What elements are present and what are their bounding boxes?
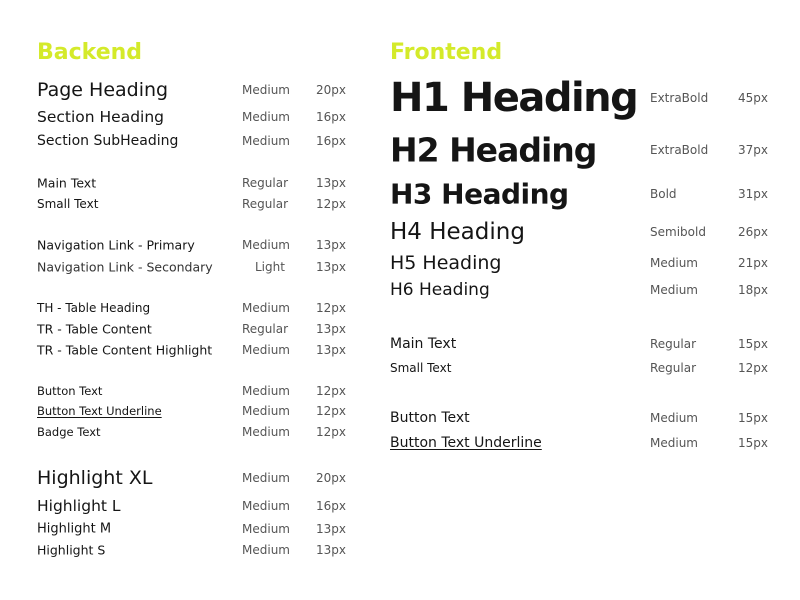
- weight-label: Medium: [242, 471, 290, 485]
- weight-label: Medium: [242, 301, 290, 315]
- size-label: 45px: [738, 91, 768, 105]
- size-label: 13px: [316, 260, 346, 274]
- sample-text: Small Text: [37, 197, 99, 211]
- sample-text: Navigation Link - Primary: [37, 237, 195, 253]
- weight-label: Medium: [242, 134, 290, 148]
- weight-label: Medium: [242, 238, 290, 252]
- size-label: 13px: [316, 322, 346, 336]
- size-label: 12px: [316, 301, 346, 315]
- size-label: 31px: [738, 187, 768, 201]
- sample-text: Main Text: [390, 336, 457, 352]
- sample-text: Button Text: [390, 410, 470, 426]
- sample-text: H1 Heading: [390, 75, 638, 121]
- weight-label: Regular: [242, 176, 289, 190]
- sample-text: Button Text Underline: [37, 404, 162, 418]
- sample-text: Page Heading: [37, 79, 169, 101]
- weight-label: Semibold: [650, 225, 706, 239]
- size-label: 18px: [738, 283, 768, 297]
- weight-label: Regular: [242, 322, 289, 336]
- sample-text: H5 Heading: [390, 252, 502, 274]
- size-label: 13px: [316, 543, 346, 557]
- size-label: 13px: [316, 343, 346, 357]
- weight-label: ExtraBold: [650, 143, 709, 157]
- sample-text: H2 Heading: [390, 130, 597, 170]
- sample-text: Highlight M: [37, 521, 112, 537]
- weight-label: Bold: [650, 187, 677, 201]
- sample-text: Navigation Link - Secondary: [37, 259, 213, 275]
- size-label: 16px: [316, 134, 346, 148]
- weight-label: Regular: [650, 337, 697, 351]
- size-label: 20px: [316, 471, 346, 485]
- sample-text: Section Heading: [37, 108, 165, 126]
- weight-label: Medium: [650, 256, 698, 270]
- size-label: 20px: [316, 83, 346, 97]
- sample-text: H4 Heading: [390, 219, 525, 245]
- weight-label: Medium: [650, 411, 698, 425]
- weight-label: Regular: [242, 197, 289, 211]
- size-label: 12px: [316, 384, 346, 398]
- sample-text: H6 Heading: [390, 280, 490, 300]
- sample-text: Button Text: [37, 384, 103, 398]
- weight-label: ExtraBold: [650, 91, 709, 105]
- size-label: 13px: [316, 238, 346, 252]
- size-label: 15px: [738, 337, 768, 351]
- size-label: 21px: [738, 256, 768, 270]
- size-label: 13px: [316, 176, 346, 190]
- size-label: 26px: [738, 225, 768, 239]
- size-label: 15px: [738, 436, 768, 450]
- size-label: 15px: [738, 411, 768, 425]
- weight-label: Medium: [242, 522, 290, 536]
- size-label: 12px: [316, 404, 346, 418]
- sample-text: H3 Heading: [390, 177, 569, 211]
- size-label: 16px: [316, 110, 346, 124]
- backend-title: Backend: [37, 40, 143, 65]
- sample-text: TH - Table Heading: [37, 301, 151, 315]
- weight-label: Medium: [242, 425, 290, 439]
- weight-label: Medium: [242, 343, 290, 357]
- sample-text: Button Text Underline: [390, 435, 542, 451]
- size-label: 12px: [738, 361, 768, 375]
- weight-label: Medium: [242, 110, 290, 124]
- sample-text: TR - Table Content Highlight: [37, 342, 213, 358]
- size-label: 37px: [738, 143, 768, 157]
- sample-text: TR - Table Content: [37, 321, 152, 337]
- sample-text: Highlight S: [37, 542, 106, 558]
- sample-text: Badge Text: [37, 425, 101, 439]
- sample-text: Main Text: [37, 175, 97, 191]
- size-label: 16px: [316, 499, 346, 513]
- size-label: 13px: [316, 522, 346, 536]
- frontend-title: Frontend: [390, 40, 503, 65]
- size-label: 12px: [316, 197, 346, 211]
- size-label: 12px: [316, 425, 346, 439]
- weight-label: Medium: [242, 83, 290, 97]
- weight-label: Medium: [242, 404, 290, 418]
- weight-label: Medium: [242, 543, 290, 557]
- weight-label: Regular: [650, 361, 697, 375]
- weight-label: Medium: [650, 436, 698, 450]
- sample-text: Section SubHeading: [37, 133, 179, 149]
- weight-label: Medium: [242, 384, 290, 398]
- weight-label: Medium: [650, 283, 698, 297]
- sample-text: Highlight L: [37, 497, 121, 515]
- sample-text: Highlight XL: [37, 467, 153, 489]
- weight-label: Medium: [242, 499, 290, 513]
- weight-label: Light: [255, 260, 285, 274]
- sample-text: Small Text: [390, 361, 452, 375]
